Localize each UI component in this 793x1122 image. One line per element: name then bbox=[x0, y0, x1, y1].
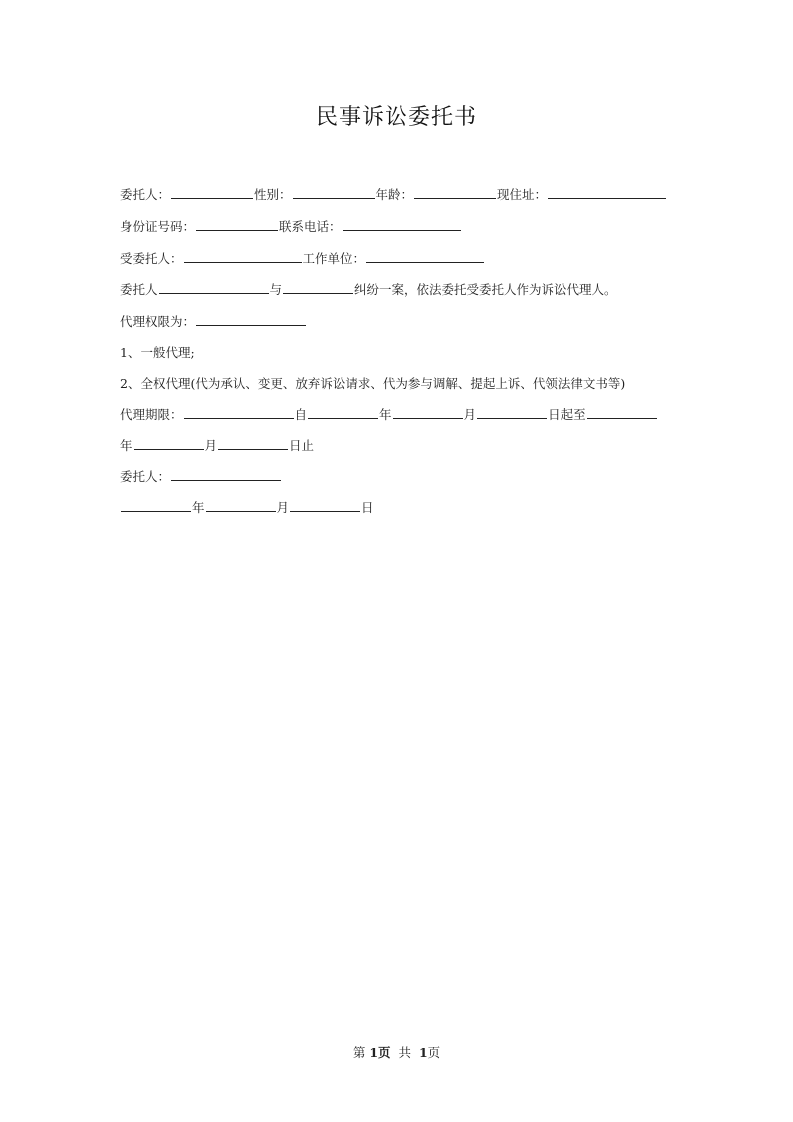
id-phone-row bbox=[120, 218, 462, 236]
page-number: 1 bbox=[369, 1045, 379, 1060]
start-day-to-label: 日起至 bbox=[548, 407, 586, 422]
end-month-label: 月 bbox=[204, 438, 218, 453]
work-unit-blank[interactable] bbox=[366, 250, 484, 263]
sign-day-blank[interactable] bbox=[290, 499, 360, 512]
sign-month-blank[interactable] bbox=[206, 499, 276, 512]
age-blank[interactable] bbox=[414, 186, 496, 199]
end-year-blank[interactable] bbox=[587, 406, 657, 419]
total-prefix: 共 bbox=[398, 1045, 411, 1060]
sign-month-label: 月 bbox=[276, 500, 290, 515]
work-unit-label: 工作单位： bbox=[302, 251, 366, 266]
sign-day-label: 日 bbox=[361, 500, 374, 515]
authority-label: 代理权限为： bbox=[120, 314, 196, 329]
age-label: 年龄： bbox=[375, 187, 414, 202]
authority-row bbox=[120, 313, 307, 331]
gender-blank[interactable] bbox=[293, 186, 375, 199]
term-end-row bbox=[120, 437, 314, 455]
dispute-suffix: 纠纷一案，依法委托受委托人作为诉讼代理人。 bbox=[354, 282, 617, 297]
principal-label: 委托人： bbox=[120, 187, 171, 202]
authority-blank[interactable] bbox=[196, 313, 306, 326]
principal-name-blank[interactable] bbox=[171, 186, 253, 199]
signature-blank[interactable] bbox=[171, 468, 281, 481]
total-unit: 页 bbox=[427, 1045, 441, 1060]
agent-name-blank[interactable] bbox=[184, 250, 302, 263]
end-month-blank[interactable] bbox=[134, 437, 204, 450]
start-year-blank[interactable] bbox=[308, 406, 378, 419]
principal-info-row bbox=[120, 186, 667, 204]
end-day-blank[interactable] bbox=[218, 437, 288, 450]
start-month-label: 月 bbox=[463, 407, 477, 422]
dispute-with: 与 bbox=[269, 282, 283, 297]
full-agency-option bbox=[120, 375, 625, 393]
term-row bbox=[120, 406, 658, 424]
general-agency-option bbox=[120, 344, 195, 362]
page-footer bbox=[0, 1043, 793, 1061]
address-label: 现住址： bbox=[497, 187, 548, 202]
term-label: 代理期限： bbox=[120, 407, 183, 422]
signature-label: 委托人： bbox=[120, 469, 171, 484]
address-blank[interactable] bbox=[548, 186, 666, 199]
end-day-label: 日止 bbox=[289, 438, 315, 453]
document-title: 民事诉讼委托书 bbox=[315, 105, 477, 130]
gender-label: 性别： bbox=[254, 187, 292, 202]
signature-row bbox=[120, 468, 282, 486]
term-from: 自 bbox=[294, 407, 308, 422]
id-number-label: 身份证号码： bbox=[120, 219, 196, 234]
phone-label: 联系电话： bbox=[279, 219, 342, 234]
general-agency-text: 1、一般代理; bbox=[120, 345, 195, 360]
start-year-label: 年 bbox=[379, 407, 392, 422]
signing-date-row bbox=[120, 499, 374, 517]
page-unit: 页 bbox=[378, 1045, 391, 1060]
sign-year-blank[interactable] bbox=[121, 499, 191, 512]
total-number: 1 bbox=[418, 1045, 428, 1060]
dispute-prefix: 委托人 bbox=[120, 282, 158, 297]
principal-party-blank[interactable] bbox=[159, 281, 269, 294]
agent-label: 受委托人： bbox=[120, 251, 183, 266]
full-agency-text: 2、全权代理(代为承认、变更、放弃诉讼请求、代为参与调解、提起上诉、代领法律文书等) bbox=[120, 376, 626, 391]
start-day-blank[interactable] bbox=[477, 406, 547, 419]
opposing-party-blank[interactable] bbox=[283, 281, 353, 294]
id-number-blank[interactable] bbox=[196, 218, 278, 231]
dispute-row bbox=[120, 281, 617, 299]
sign-year-label: 年 bbox=[192, 500, 205, 515]
start-month-blank[interactable] bbox=[393, 406, 463, 419]
page-prefix: 第 bbox=[352, 1045, 366, 1060]
end-year-label: 年 bbox=[120, 438, 133, 453]
term-blank[interactable] bbox=[184, 406, 294, 419]
phone-blank[interactable] bbox=[343, 218, 461, 231]
agent-info-row bbox=[120, 250, 485, 268]
